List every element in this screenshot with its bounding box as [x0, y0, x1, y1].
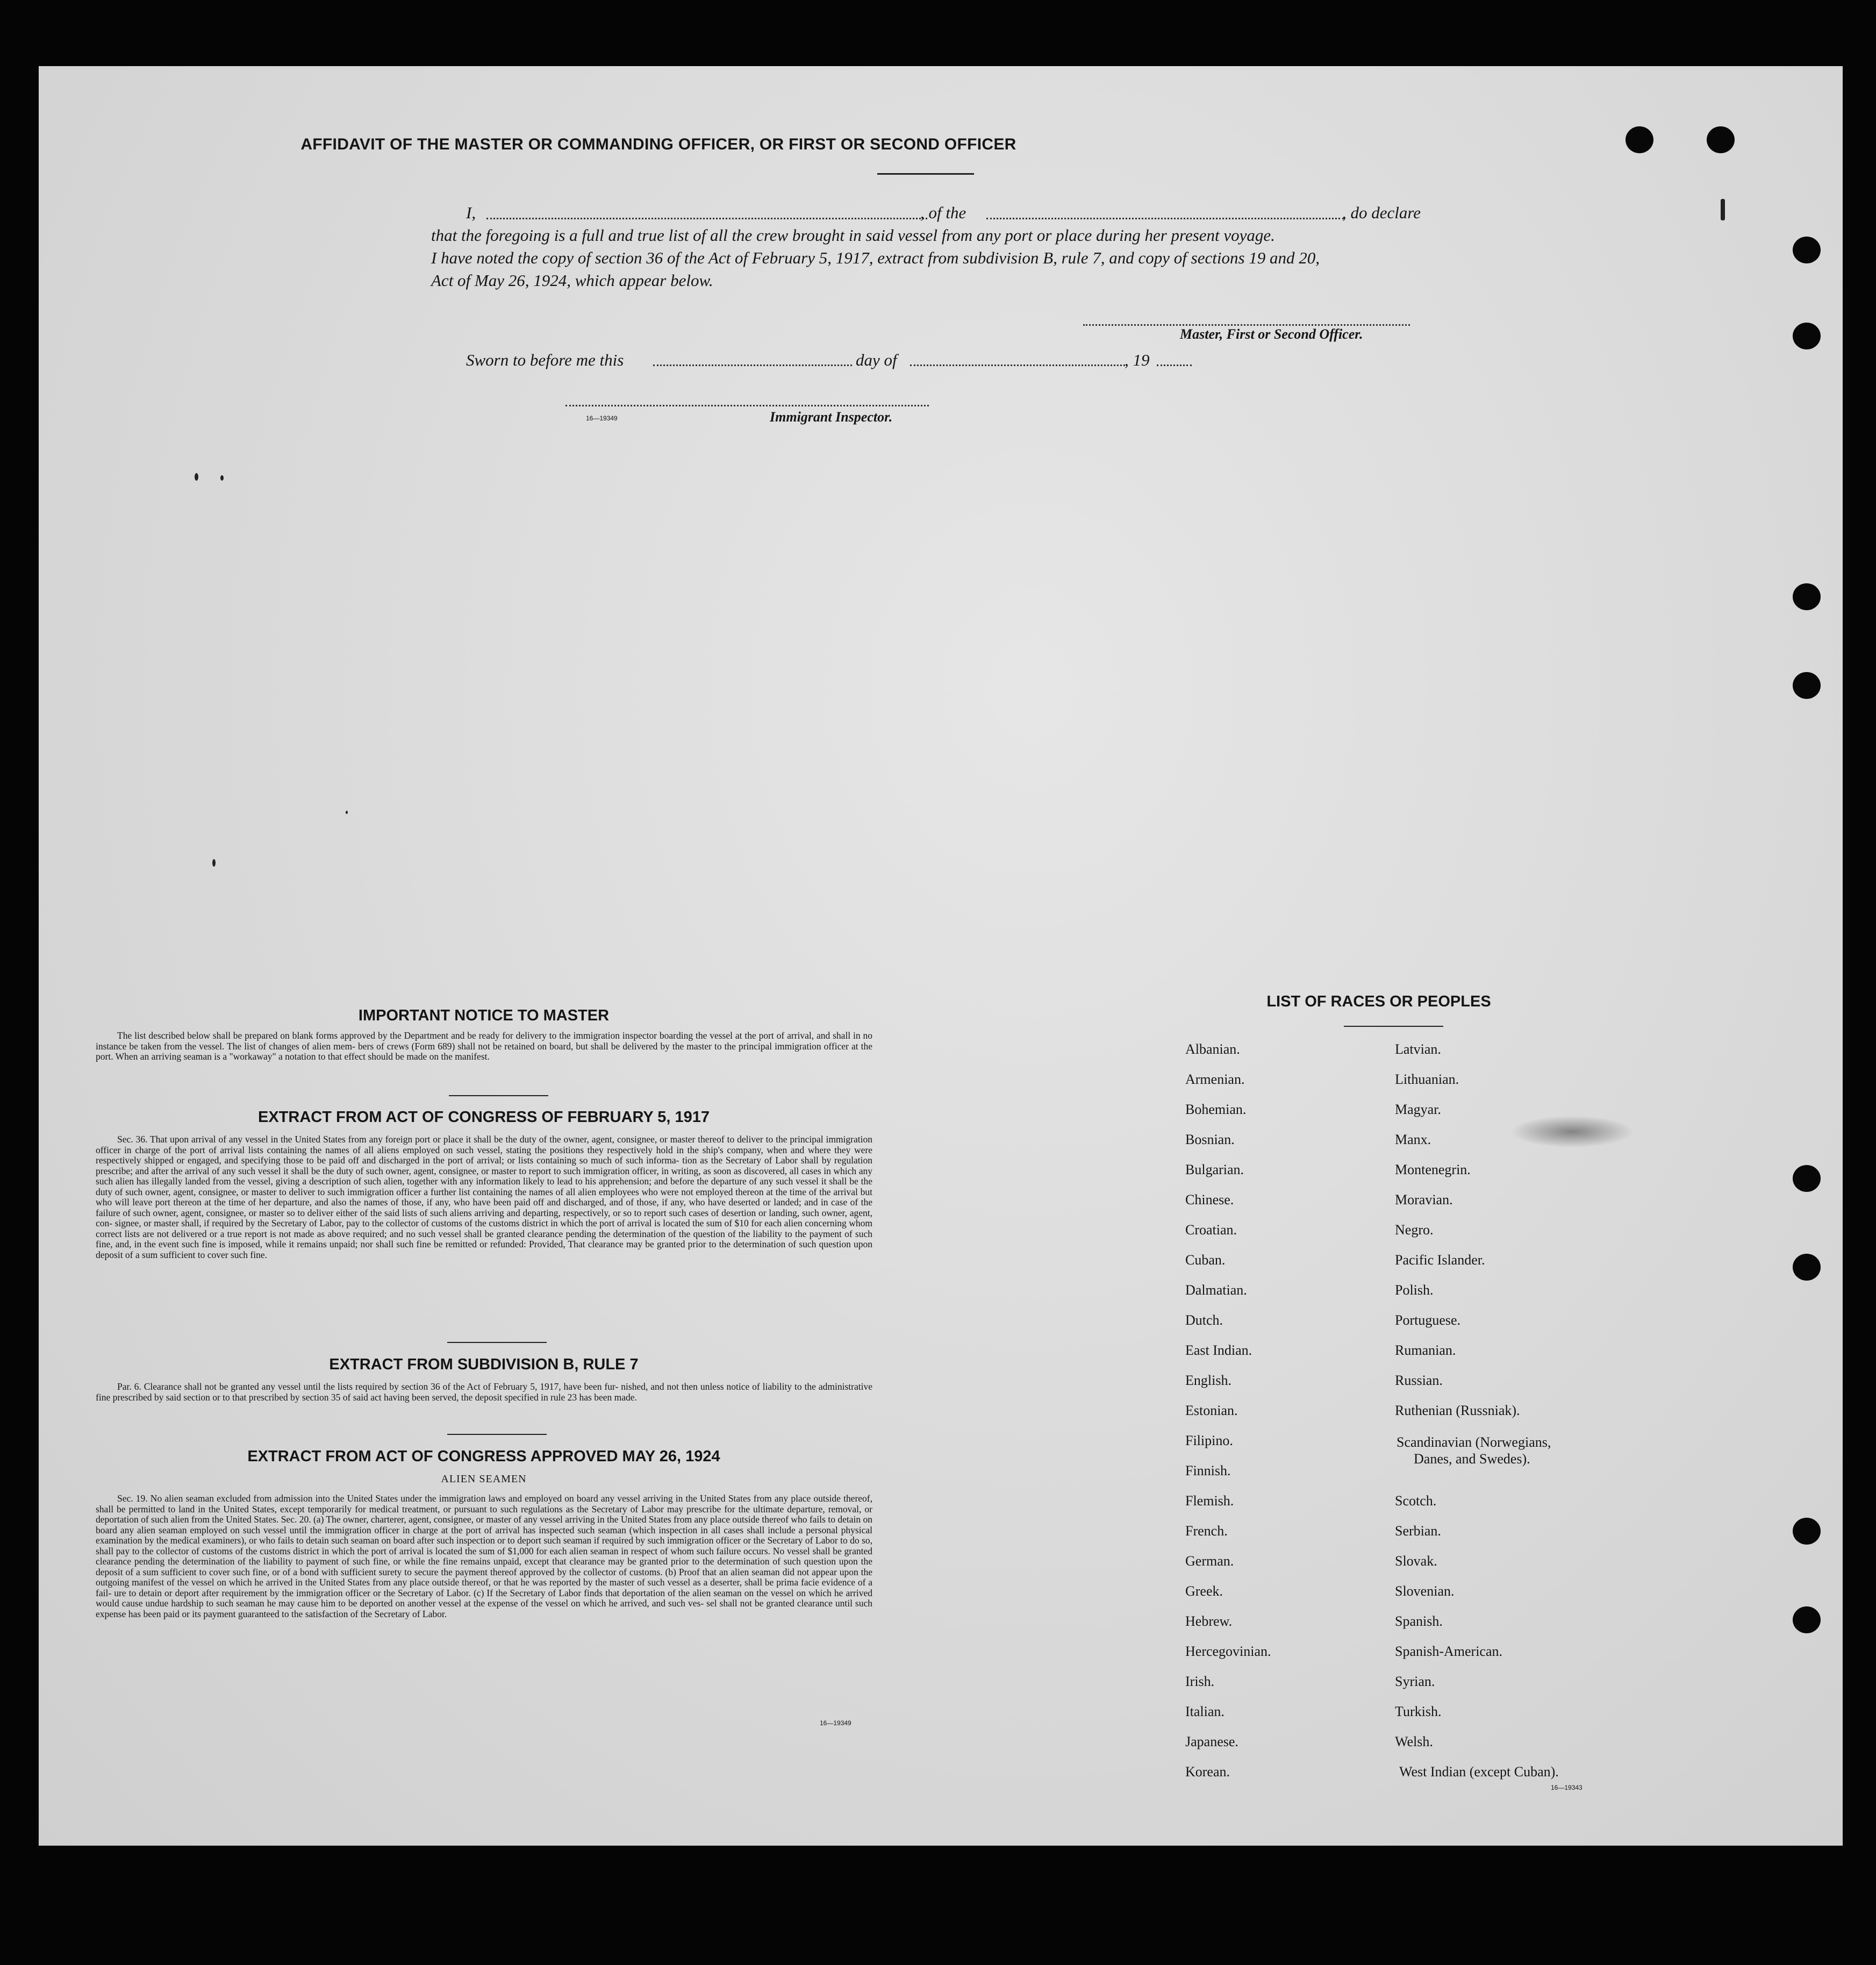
race-item: Montenegrin.	[1395, 1162, 1471, 1177]
race-item: German.	[1185, 1553, 1234, 1569]
extract-1917-title: EXTRACT FROM ACT OF CONGRESS OF FEBRUARY 5, 1917	[257, 1109, 710, 1126]
race-item: Italian.	[1185, 1704, 1225, 1719]
race-item: Dutch.	[1185, 1312, 1223, 1328]
sworn-year: , 19	[1125, 351, 1150, 369]
extract-line: Sec. 36. That upon arrival of any vessel in the United States from any foreign port or place it shall be the duty of the owner, agent,	[117, 1134, 615, 1145]
extract-line: of such question upon the deposit of a sum sufficient to cover such fine, or of a bond with sufficient surety to secure the payment thereof	[96, 1556, 872, 1577]
race-item: Ruthenian (Russniak).	[1395, 1403, 1520, 1418]
punch-hole	[1793, 237, 1821, 263]
sworn-day-of: day of	[856, 351, 897, 369]
race-item: Lithuanian.	[1395, 1071, 1459, 1087]
race-item: Irish.	[1185, 1674, 1215, 1689]
punch-hole	[1793, 672, 1821, 699]
name-blank	[486, 218, 927, 219]
race-item: Bulgarian.	[1185, 1162, 1244, 1177]
race-item: Bohemian.	[1185, 1102, 1247, 1117]
extract-line: fine, and, in the event such fine is imposed, while it remains unpaid; nor shall such fine be remitted or refunded: Provided, That clearance	[96, 1239, 624, 1249]
race-item: Spanish.	[1395, 1613, 1443, 1629]
declaration-line-2: that the foregoing is a full and true list of all the crew brought in said vessel from any port or place during her present voyage.	[431, 226, 1275, 245]
race-item: Scandinavian (Norwegians,	[1397, 1434, 1551, 1450]
race-item: French.	[1185, 1523, 1228, 1539]
race-item: Slovenian.	[1395, 1583, 1455, 1599]
race-item: Russian.	[1395, 1373, 1443, 1388]
race-item: Negro.	[1395, 1222, 1434, 1238]
notice-line: The list described below shall be prepared on blank forms approved by the Department and be ready for delivery to the immigration	[117, 1030, 620, 1041]
rule7-body	[96, 1382, 872, 1403]
notice-line: port. When an arriving seaman is a "workaway" a notation to that effect should be made on the manifest.	[96, 1051, 490, 1062]
race-item: Latvian.	[1395, 1041, 1441, 1057]
race-item: Welsh.	[1395, 1734, 1433, 1749]
vessel-blank	[986, 218, 1344, 219]
extract-line: signee, or master shall, if required by the Secretary of Labor, pay to the collector of customs of the customs district in which the port of	[114, 1218, 625, 1228]
race-item: Estonian.	[1185, 1403, 1238, 1418]
extract-line: vessel arriving in the United States from any place outside thereof, shall be permitted to land in the United States, except temporarily	[96, 1493, 873, 1514]
race-item: East Indian.	[1185, 1342, 1252, 1358]
extract-line: approved by the collector of customs.	[519, 1566, 663, 1577]
race-item: Serbian.	[1395, 1523, 1441, 1539]
race-item: Croatian.	[1185, 1222, 1237, 1238]
race-item: Hebrew.	[1185, 1613, 1233, 1629]
race-item: Finnish.	[1185, 1463, 1231, 1478]
declaration-of-the: , of the	[920, 203, 966, 222]
race-item: Cuban.	[1185, 1252, 1226, 1268]
races-title: LIST OF RACES OR PEOPLES	[1266, 993, 1491, 1010]
race-item: Portuguese.	[1395, 1312, 1461, 1328]
extract-line: arrival is located the sum of $10 for each alien concerning whom correct lists are not delivered or a true report is not made as above	[96, 1218, 873, 1239]
speck	[346, 811, 348, 814]
punch-hole	[1793, 1254, 1821, 1281]
race-item: Flemish.	[1185, 1493, 1234, 1509]
race-item: Bosnian.	[1185, 1132, 1235, 1147]
declaration-line-3: I have noted the copy of section 36 of the Act of February 5, 1917, extract from subdivision B, rule 7, and copy of sections 19 and 20,	[431, 248, 1320, 267]
race-item: Polish.	[1395, 1282, 1434, 1298]
divider	[447, 1342, 547, 1343]
extract-line: required; and no such vessel shall be granted clearance pending the determination of the question of the liability to the payment of such	[353, 1228, 873, 1239]
sworn-text: Sworn to before me this	[466, 351, 624, 369]
extract-1917-body	[96, 1134, 872, 1260]
extract-line: illegally landed from the vessel, giving a description of such alien, together with any information likely to lead to his apprehension; and	[151, 1176, 668, 1187]
declaration-line-4: Act of May 26, 1924, which appear below.	[431, 271, 713, 290]
speck	[195, 473, 198, 481]
race-item: Danes, and Swedes).	[1414, 1451, 1530, 1467]
extract-line: sel shall not be granted clearance until such expense has been paid or its payment guaranteed to the satisfaction of the Secretary of Labor.	[96, 1598, 872, 1619]
notice-line: inspector boarding the vessel at the port of arrival, and shall in no instance be taken from the vessel. The list of changes of alien mem-	[96, 1030, 873, 1052]
race-item: Spanish-American.	[1395, 1644, 1503, 1659]
sworn-year-blank	[1157, 365, 1192, 366]
extract-line: the liability to payment of such fine, or while the fine remains unpaid, except that clearance may be granted prior to the determination	[248, 1556, 770, 1567]
extract-line: agent, consignee, or master to report to such immigration officer, in writing, as soon as discovered, all cases in which any such alien has	[96, 1165, 872, 1187]
form-number: 16—19349	[820, 1719, 851, 1727]
extract-1924-title: EXTRACT FROM ACT OF CONGRESS APPROVED MAY 26, 1924	[247, 1448, 720, 1465]
extract-line: from any place outside thereof, or that he was reported by the master of such vessel as a deserter, shall be prima facie evidence of a fail-	[96, 1577, 873, 1598]
rule7-line: Par. 6. Clearance shall not be granted any vessel until the lists required by section 36 of the Act of February 5, 1917, have been fur-	[117, 1381, 619, 1392]
divider	[877, 173, 974, 175]
divider	[447, 1434, 547, 1435]
form-number: 16—19343	[1551, 1784, 1583, 1791]
punch-hole	[1793, 323, 1821, 349]
affidavit-title: AFFIDAVIT OF THE MASTER OR COMMANDING OFFICER, OR FIRST OR SECOND OFFICER	[300, 135, 1016, 153]
extract-line: arrival has inspected such seaman (which inspection in all cases shall include a personal physical examination by the medical examiners),	[96, 1524, 872, 1546]
race-item: Armenian.	[1185, 1071, 1245, 1087]
sworn-day-blank	[653, 365, 852, 366]
extract-line: will leave port thereon at the time of her departure, and also the names of those, if any, who have been paid off and discharged, and of	[114, 1197, 634, 1207]
race-item: Hercegovinian.	[1185, 1644, 1271, 1659]
extract-line: hardship to such seaman he may cause him to be deported on another vessel at the expense of the vessel on which he arrived, and such ves-	[171, 1598, 704, 1609]
punch-hole	[1707, 126, 1735, 153]
race-item: Scotch.	[1395, 1493, 1437, 1509]
race-item: Moravian.	[1395, 1192, 1453, 1207]
extract-line: may be granted prior to the determination of such question upon deposit of a sum sufficient to cover such fine.	[96, 1239, 873, 1260]
extract-line: thereof who fails to detain on board any alien seaman employed on such vessel until the immigration officer in charge at the port of	[96, 1514, 872, 1535]
speck	[220, 475, 224, 481]
extract-line: Secretary of Labor to do so, shall pay to the collector of customs of the customs district in which the port of arrival is located the sum of	[96, 1535, 873, 1556]
extract-line: Sec. 19. No alien seaman excluded from admission into the United States under the immigration laws and employed on board any	[117, 1493, 615, 1504]
extract-line: ure to detain or deport after requirement by the immigration officer or the Secretary of Labor.	[114, 1587, 471, 1598]
race-item: Dalmatian.	[1185, 1282, 1247, 1298]
race-item: Rumanian.	[1395, 1342, 1456, 1358]
smudge	[1510, 1116, 1634, 1148]
race-item: Japanese.	[1185, 1734, 1238, 1749]
declaration-i: I,	[466, 203, 476, 222]
race-item: Korean.	[1185, 1764, 1230, 1780]
rule7-line: nished, and not then unless notice of liability to the administrative fine prescribed by said section or to that prescribed by section 35 of	[96, 1381, 872, 1403]
extract-line: officer a further list containing the names of all alien employees who were not employed thereon at the time of the arrival but who	[96, 1186, 873, 1207]
race-item: Slovak.	[1395, 1553, 1437, 1569]
extract-line: those, if any, who have deserted or landed; and in case of the failure of such owner, agent, consignee, or master so to deliver either of the	[96, 1197, 873, 1218]
divider	[1344, 1026, 1443, 1027]
race-item: Manx.	[1395, 1132, 1431, 1147]
punch-hole	[1626, 126, 1653, 153]
race-item: Greek.	[1185, 1583, 1223, 1599]
notice-title: IMPORTANT NOTICE TO MASTER	[358, 1007, 610, 1024]
speck	[1721, 199, 1725, 220]
inspector-caption: Immigrant Inspector.	[770, 409, 893, 425]
extract-line: $1,000 for each alien seaman in respect of whom such failure occurs. No vessel shall be granted clearance pending the determination of	[96, 1545, 873, 1567]
race-item: Chinese.	[1185, 1192, 1234, 1207]
extract-line: deportation of such alien from the United States.	[96, 1514, 279, 1525]
extract-line: said lists of such aliens arriving and departing, respectively, or so to report such cases of desertion or landing, such owner, agent, con-	[96, 1207, 873, 1228]
race-item: Pacific Islander.	[1395, 1252, 1485, 1268]
punch-hole	[1793, 1606, 1821, 1633]
extract-line: shipped or engaged, and specifying those to be paid off and discharged in the port of arrival; or lists containing so much of such informa-	[144, 1155, 679, 1166]
punch-hole	[1793, 1165, 1821, 1192]
extract-line: consignee, or master thereof to deliver to the principal immigration officer in charge of the port of arrival lists containing the names of all	[96, 1134, 872, 1155]
extract-line: (c) If the Secretary of Labor finds that deportation of the alien seaman on the vessel on which he arrived would cause undue	[96, 1587, 872, 1609]
signature-line	[1083, 324, 1410, 326]
notice-line: bers of crews (Form 689) shall not be retained on board, but shall be delivered by the master to the principal immigration officer at the	[357, 1040, 872, 1052]
punch-hole	[1793, 583, 1821, 610]
rule7-title: EXTRACT FROM SUBDIVISION B, RULE 7	[329, 1356, 639, 1373]
form-number: 16—19349	[586, 415, 618, 422]
race-item: Syrian.	[1395, 1674, 1435, 1689]
declaration-end: , do declare	[1342, 203, 1421, 222]
extract-1924-subtitle: ALIEN SEAMEN	[441, 1473, 527, 1485]
divider	[449, 1095, 548, 1096]
race-item: Albanian.	[1185, 1041, 1240, 1057]
signature-caption: Master, First or Second Officer.	[1180, 326, 1363, 342]
race-item: Filipino.	[1185, 1433, 1233, 1448]
extract-line: for medical treatment, or pursuant to such regulations as the Secretary of Labor may prescribe for the ultimate departure, removal, or	[355, 1503, 872, 1514]
extract-line: Sec. 20. (a) The owner, charterer, agent, consignee, or master of any vessel arriving in the United States from any place outside	[281, 1514, 760, 1525]
inspector-signature-line	[565, 405, 929, 406]
punch-hole	[1793, 1518, 1821, 1545]
sworn-month-blank	[910, 365, 1125, 366]
extract-line: or who fails to detain such seaman on board after such inspection or to deport such seaman if required by such immigration officer or the	[248, 1535, 765, 1546]
notice-body	[96, 1031, 872, 1062]
rule7-line: said act having been served, the deposit specified in rule 23 has been made.	[353, 1391, 637, 1403]
race-item: West Indian (except Cuban).	[1399, 1764, 1559, 1780]
speck	[212, 859, 216, 867]
extract-line: aliens employed on such vessel, stating the positions they respectively hold in the ship's company, when and where they were respectively	[96, 1144, 872, 1166]
extract-line: (b) Proof that an alien seaman did not appear upon the outgoing manifest of the vessel on which he arrived in the United States	[96, 1566, 873, 1588]
race-item: Magyar.	[1395, 1102, 1441, 1117]
race-item: English.	[1185, 1373, 1231, 1388]
race-item: Turkish.	[1395, 1704, 1442, 1719]
extract-1924-body	[96, 1494, 872, 1619]
extract-line: tion as the Secretary of Labor shall by regulation prescribe; and after the arrival of any such vessel it shall be the duty of such owner,	[96, 1155, 872, 1176]
extract-line: before the departure of any such vessel it shall be the duty of such owner, agent, consignee, or master to deliver to such immigration	[96, 1176, 872, 1197]
